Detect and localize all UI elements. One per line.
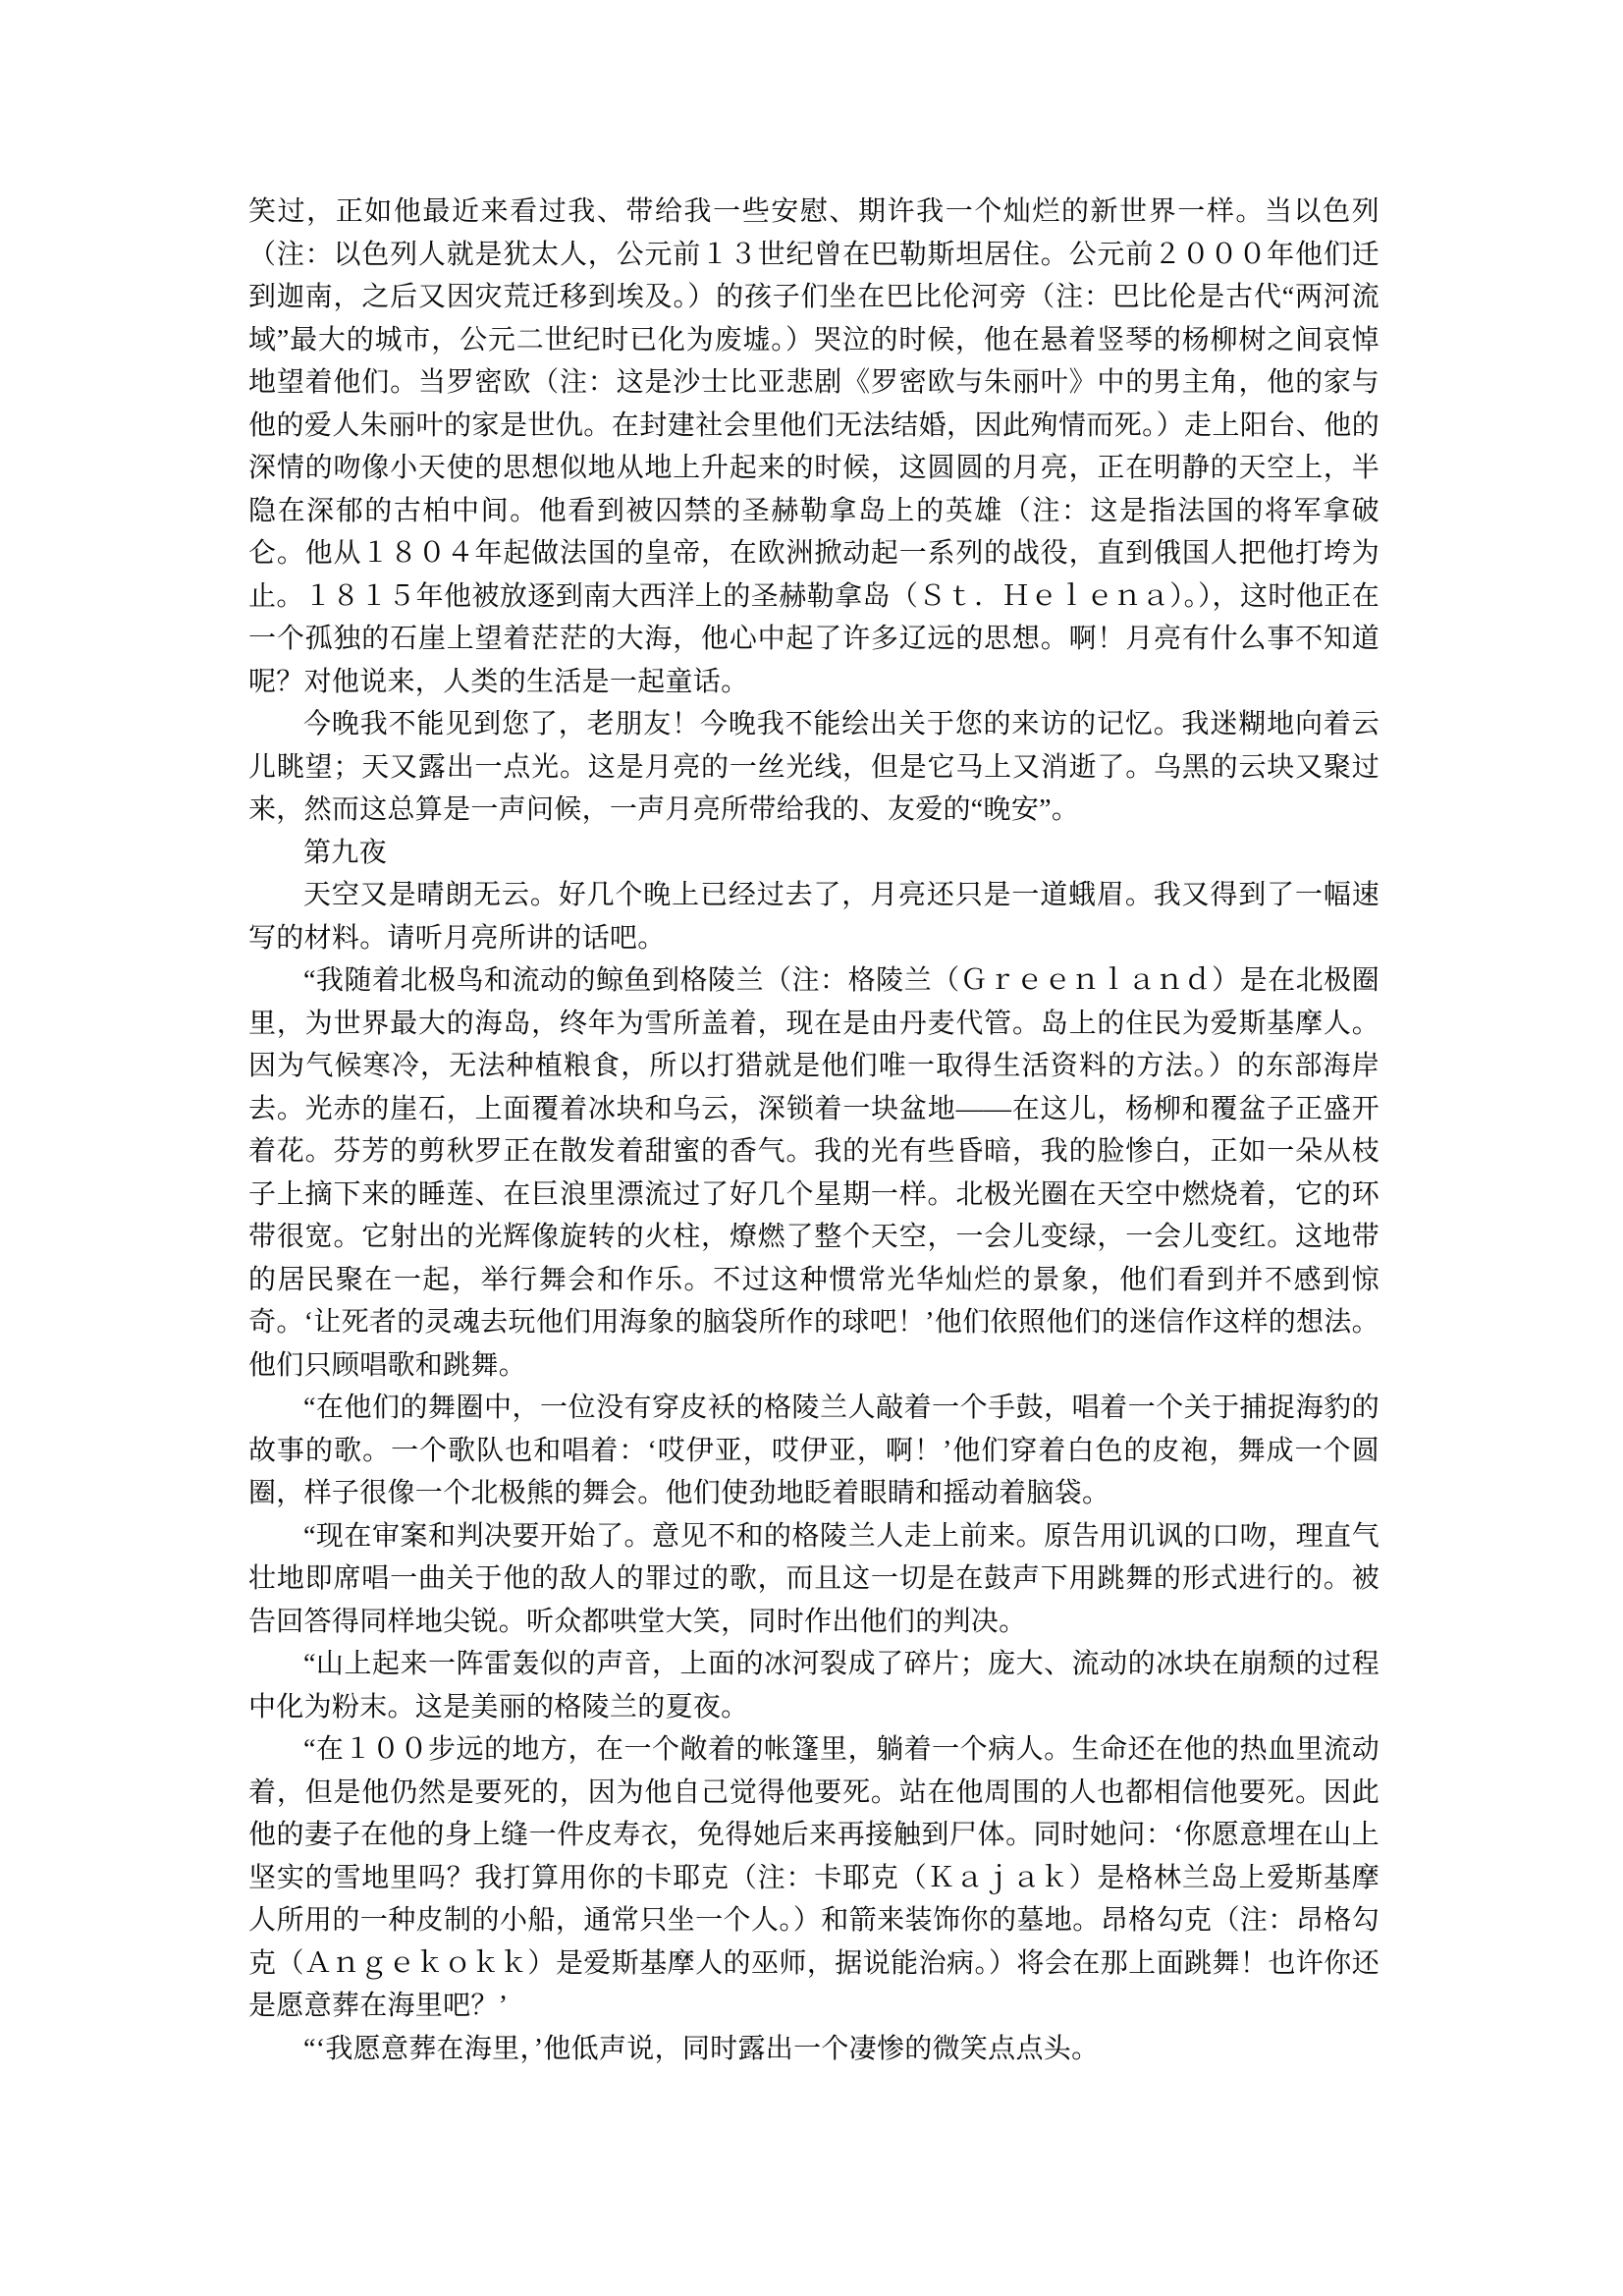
paragraph-continuation: 笑过，正如他最近来看过我、带给我一些安慰、期许我一个灿烂的新世界一样。当以色列（注：以色列人就是犹太人，公元前１３世纪曾在巴勒斯坦居住。公元前２０００年他们迁到迦南，之后又因灾荒迁移到埃及。）的孩子们坐在巴比伦河旁（注：巴比伦是古代“两河流域”最大的城市，公元二世纪时已化为废墟。）哭泣的时候，他在悬着竖琴的杨柳树之间哀悼地望着他们。当罗密欧（注：这是沙士比亚悲剧《罗密欧与朱丽叶》中的男主角，他的家与他的爱人朱丽叶的家是世仇。在封建社会里他们无法结婚，因此殉情而死。）走上阳台、他的深情的吻像小天使的思想似地从地上升起来的时候，这圆圆的月亮，正在明静的天空上，半隐在深郁的古柏中间。他看到被囚禁的圣赫勒拿岛上的英雄（注：这是指法国的将军拿破仑。他从１８０４年起做法国的皇帝，在欧洲掀动起一系列的战役，直到俄国人把他打垮为止。１８１５年他被放逐到南大西洋上的圣赫勒拿岛（Ｓｔ．Ｈｅｌｅｎａ）。），这时他正在一个孤独的石崖上望着茫茫的大海，他心中起了许多辽远的思想。啊！月亮有什么事不知道呢？对他说来，人类的生活是一起童话。 (248, 196, 1380, 697)
paragraph-dance-circle: “在他们的舞圈中，一位没有穿皮袄的格陵兰人敲着一个手鼓，唱着一个关于捕捉海豹的故事的歌。一个歌队也和唱着：‘哎伊亚，哎伊亚，啊！’他们穿着白色的皮袍，舞成一个圆圈，样子很像一个北极熊的舞会。他们使劲地眨着眼睛和摇动着脑袋。 (248, 1393, 1380, 1508)
paragraph-greenland: “我随着北极鸟和流动的鲸鱼到格陵兰（注：格陵兰（Ｇｒｅｅｎｌａｎｄ）是在北极圈里，为世界最大的海岛，终年为雪所盖着，现在是由丹麦代管。岛上的住民为爱斯基摩人。因为气候寒冷，无法种植粮食，所以打猎就是他们唯一取得生活资料的方法。）的东部海岸去。光赤的崖石，上面覆着冰块和乌云，深锁着一块盆地——在这儿，杨柳和覆盆子正盛开着花。芬芳的剪秋罗正在散发着甜蜜的香气。我的光有些昏暗，我的脸惨白，正如一朵从枝子上摘下来的睡莲、在巨浪里漂流过了好几个星期一样。北极光圈在天空中燃烧着，它的环带很宽。它射出的光辉像旋转的火柱，燎燃了整个天空，一会儿变绿，一会儿变红。这地带的居民聚在一起，举行舞会和作乐。不过这种惯常光华灿烂的景象，他们看到并不感到惊奇。‘让死者的灵魂去玩他们用海象的脑袋所作的球吧！’他们依照他们的迷信作这样的想法。他们只顾唱歌和跳舞。 (248, 965, 1380, 1381)
section-heading-ninth-evening: 第九夜 (303, 837, 387, 868)
paragraph-glacier: “山上起来一阵雷轰似的声音，上面的冰河裂成了碎片；庞大、流动的冰块在崩颓的过程中化为粉末。这是美丽的格陵兰的夏夜。 (248, 1649, 1380, 1722)
paragraph-sick-man: “在１００步远的地方，在一个敞着的帐篷里，躺着一个病人。生命还在他的热血里流动着，但是他仍然是要死的，因为他自己觉得他要死。站在他周围的人也都相信他要死。因此他的妻子在他的身上缝一件皮寿衣，免得她后来再接触到尸体。同时她问：‘你愿意埋在山上坚实的雪地里吗？我打算用你的卡耶克（注：卡耶克（Ｋａｊａｋ）是格林兰岛上爱斯基摩人所用的一种皮制的小船，通常只坐一个人。）和箭来装饰你的墓地。昂格勾克（注：昂格勾克（Ａｎｇｅｋｏｋｋ）是爱斯基摩人的巫师，据说能治病。）将会在那上面跳舞！也许你还是愿意葬在海里吧？’ (248, 1734, 1380, 2021)
paragraph-sea-burial: “‘我愿意葬在海里，’他低声说，同时露出一个凄惨的微笑点点头。 (303, 2033, 1100, 2064)
text-block (248, 191, 1380, 2070)
paragraph-moon-goodnight: 今晚我不能见到您了，老朋友！今晚我不能绘出关于您的来访的记忆。我迷糊地向着云儿眺望；天又露出一点光。这是月亮的一丝光线，但是它马上又消逝了。乌黑的云块又聚过来，然而这总算是一声问候，一声月亮所带给我的、友爱的“晚安”。 (248, 709, 1380, 825)
paragraph-clear-sky: 天空又是晴朗无云。好几个晚上已经过去了，月亮还只是一道蛾眉。我又得到了一幅速写的材料。请听月亮所讲的话吧。 (248, 880, 1380, 954)
paragraph-trial: “现在审案和判决要开始了。意见不和的格陵兰人走上前来。原告用讥讽的口吻，理直气壮地即席唱一曲关于他的敌人的罪过的歌，而且这一切是在鼓声下用跳舞的形式进行的。被告回答得同样地尖锐。听众都哄堂大笑，同时作出他们的判决。 (248, 1520, 1380, 1637)
